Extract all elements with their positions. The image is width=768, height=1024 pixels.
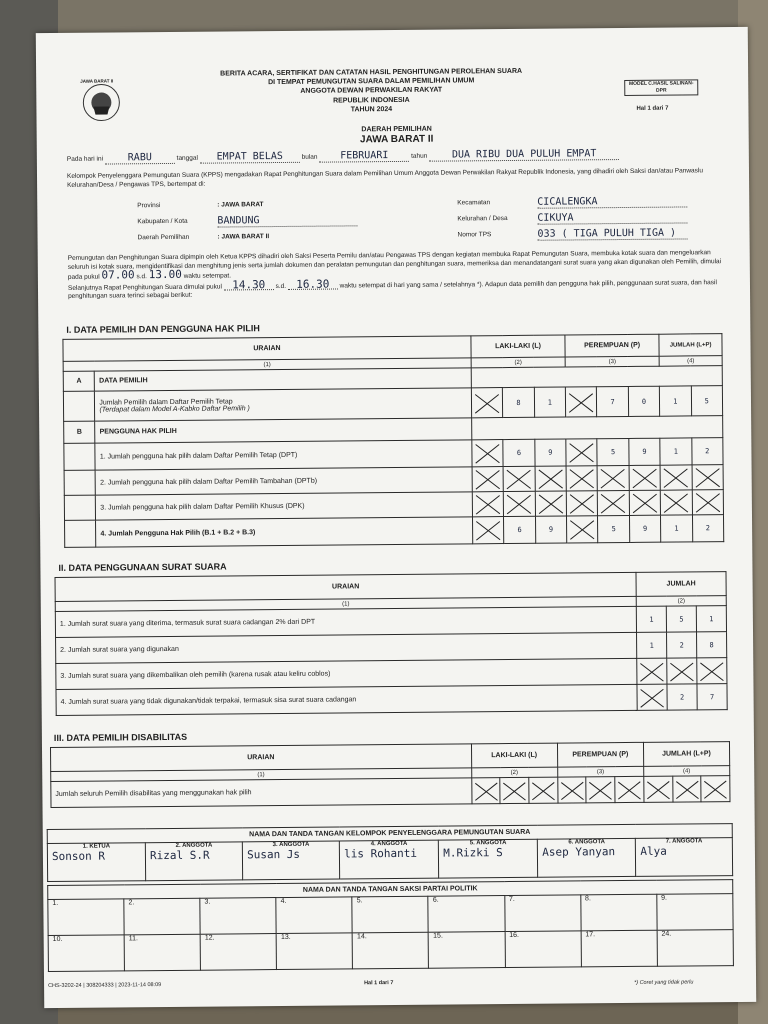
x-cell <box>660 465 692 490</box>
x-cell <box>637 684 667 710</box>
b4-digit: 5 <box>598 515 630 542</box>
x-cell <box>597 465 629 490</box>
start-time: 07.00 <box>101 268 135 282</box>
x-cell <box>472 492 504 517</box>
saksi-cell <box>429 932 505 969</box>
bulan-label: bulan <box>301 153 318 161</box>
x-cell <box>535 466 567 491</box>
s1-b3-label: 3. Jumlah pengguna hak pilih dalam Daftar Pemilih Khusus (DPK) <box>96 492 473 520</box>
b1-digit: 5 <box>597 438 629 465</box>
saksi-cell <box>352 932 428 969</box>
b1-digit: 1 <box>660 438 692 465</box>
s1-header-jumlah: JUMLAH (L+P) <box>659 334 722 357</box>
dpt-digit: 8 <box>503 387 535 417</box>
header-line3: ANGGOTA DEWAN PERWAKILAN RAKYAT <box>300 86 443 96</box>
saksi-cell <box>657 894 733 931</box>
r1-digit: 1 <box>696 606 726 632</box>
section2-title: II. DATA PENGGUNAAN SURAT SUARA <box>58 561 227 573</box>
b1-digit: 9 <box>535 439 567 466</box>
r2-digit: 2 <box>667 632 697 658</box>
s2-r2-label: 2. Jumlah surat suara yang digunakan <box>56 632 637 663</box>
kpps-cell <box>242 841 339 880</box>
s2-num-2: (2) <box>636 596 726 607</box>
saksi-cell <box>200 898 276 935</box>
saksi-title: NAMA DAN TANDA TANGAN SAKSI PARTAI POLITIK <box>48 880 733 900</box>
document-header <box>156 66 586 116</box>
x-cell <box>644 776 673 802</box>
x-cell <box>557 777 586 803</box>
kpps-table <box>47 823 733 882</box>
s1-b-title: PENGGUNA HAK PILIH <box>95 418 472 443</box>
s1-num-1: (1) <box>63 358 471 372</box>
paragraph-text2: Selanjutnya Rapat Penghitungan Suara dimulai pukul <box>67 283 222 292</box>
x-cell <box>701 776 730 802</box>
saksi-num: 13. <box>280 933 291 942</box>
x-cell <box>500 777 529 803</box>
x-cell <box>535 491 567 516</box>
kpps-cell <box>538 838 636 877</box>
kelurahan-label: Kelurahan / Desa <box>457 215 508 223</box>
x-cell <box>471 388 503 418</box>
x-cell <box>565 387 597 417</box>
saksi-num: 2. <box>128 899 135 907</box>
s1-b3-code <box>64 495 96 520</box>
model-badge: MODEL C.HASIL SALINAN-DPR <box>624 79 698 96</box>
section1-title: I. DATA PEMILIH DAN PENGGUNA HAK PILIH <box>66 323 260 335</box>
x-cell <box>660 490 692 515</box>
saksi-num: 9. <box>661 894 668 902</box>
footer-note: *) Coret yang tidak perlu <box>634 979 694 986</box>
saksi-num: 16. <box>509 931 520 940</box>
saksi-num: 14. <box>357 933 367 941</box>
paragraph-text: Pemungutan dan Penghitungan Suara dipimpin oleh Ketua KPPS dihadiri oleh Saksi Peserta Pemilu dan/atau Pengawas TPS dengan kegiatan membuka Rapat Pemungutan Suara, membuka kotak suara dan mengeluarkan seluruh isi kotak suara, mengidentifikasi dan menghitung jenis serta jumlah dokumen dan peralatan pemungutan dan penghitungan suara, memeriksa dan menandatangani surat suara yang akan digunakan oleh Pemilih, dimulai pada pukul <box>67 249 722 281</box>
s3-header-jumlah: JUMLAH (L+P) <box>643 742 729 767</box>
bulan-value: FEBRUARI <box>319 152 409 162</box>
section1-table <box>62 333 724 548</box>
kecamatan-value: CICALENGKA <box>537 197 687 208</box>
footer-page: Hal 1 dari 7 <box>364 980 394 987</box>
document-sheet <box>36 27 756 1008</box>
dpt-digit: 1 <box>660 386 692 416</box>
b4-digit: 9 <box>629 515 661 542</box>
saksi-cell <box>505 931 581 968</box>
s1-num-3: (3) <box>565 356 659 367</box>
kelurahan-value: CIKUYA <box>537 213 687 224</box>
x-cell <box>504 491 536 516</box>
saksi-num: 8. <box>585 895 591 903</box>
x-cell <box>615 776 644 802</box>
paragraph-text3: waktu setempat di hari yang sama / setelahnya *). Adapun data pemilih dan pengguna hak pilih, penggunaan surat suara, dan hasil penghitungan suara terinci sebagai berikut: <box>68 278 717 300</box>
s1-dpt-label: Jumlah Pemilih dalam Daftar Pemilih Tetap <box>99 397 233 407</box>
saksi-num: 10. <box>52 935 63 944</box>
rapat-start: 14.30 <box>224 281 274 291</box>
x-cell <box>471 778 500 804</box>
kpps-role: 1. KETUA <box>82 843 111 850</box>
saksi-num: 7. <box>508 895 515 904</box>
s2-num-1: (1) <box>55 596 636 611</box>
s1-b4-label: 4. Jumlah Pengguna Hak Pilih (B.1 + B.2 + B.3) <box>96 517 473 547</box>
kabupaten-value: BANDUNG <box>217 216 357 227</box>
s2-header-jumlah: JUMLAH <box>636 572 726 597</box>
b4-digit: 2 <box>692 515 724 542</box>
end-time: 13.00 <box>148 267 182 282</box>
x-cell <box>629 490 661 515</box>
saksi-cell <box>276 897 352 934</box>
x-cell <box>503 466 535 491</box>
x-cell <box>637 658 667 684</box>
dapil-value: : JAWA BARAT II <box>217 233 270 241</box>
saksi-cell <box>124 898 200 935</box>
x-cell <box>586 777 615 803</box>
b4-digit: 9 <box>535 516 567 543</box>
footer-code: CHS-3202-24 | 308204333 | 2023-11-14 08:09 <box>48 982 162 990</box>
tps-label: Nomor TPS <box>457 231 492 239</box>
x-cell <box>472 517 504 544</box>
kpps-role: 7. ANGGOTA <box>665 838 703 845</box>
s1-b1-label: 1. Jumlah pengguna hak pilih dalam Daftar Pemilih Tetap (DPT) <box>95 440 472 470</box>
x-cell <box>629 465 661 490</box>
kpps-cell <box>339 840 438 879</box>
x-cell <box>472 440 504 467</box>
kpps-name: lis Rohanti <box>344 846 418 861</box>
s1-dpt-sub: (Terdapat dalam Model A-Kabko Daftar Pemilih ) <box>99 404 250 414</box>
saksi-cell <box>428 896 504 933</box>
daerah-label: DAERAH PEMILIHAN <box>361 125 432 134</box>
kpu-logo <box>78 76 124 132</box>
kpps-name: Susan Js <box>246 847 301 862</box>
s1-dpt-code <box>63 391 95 421</box>
kpps-cell <box>636 838 733 877</box>
kpps-name: Asep Yanyan <box>542 845 616 859</box>
b1-digit: 2 <box>691 438 723 465</box>
kabupaten-label: Kabupaten / Kota <box>137 217 188 226</box>
header-line5: TAHUN 2024 <box>350 105 393 114</box>
provinsi-value: : JAWA BARAT <box>217 201 264 209</box>
saksi-num: 11. <box>128 935 139 943</box>
page-indicator-top: Hal 1 dari 7 <box>636 105 669 112</box>
kpps-role: 4. ANGGOTA <box>370 840 408 848</box>
s3-row-label: Jumlah seluruh Pemilih disabilitas yang menggunakan hak pilih <box>51 778 472 808</box>
saksi-num: 15. <box>433 932 443 940</box>
x-cell <box>566 491 598 516</box>
saksi-cell <box>200 934 276 971</box>
saksi-table <box>47 879 734 972</box>
tps-value: 033 ( TIGA PULUH TIGA ) <box>538 229 688 240</box>
kpps-role: 3. ANGGOTA <box>272 841 310 849</box>
b1-digit: 9 <box>629 438 661 465</box>
pada-hari-label: Pada hari ini <box>66 155 104 163</box>
kpps-name: M.Rizki S <box>443 846 503 860</box>
x-cell <box>529 777 558 803</box>
saksi-num: 12. <box>204 934 215 942</box>
s2-r4-label: 4. Jumlah surat suara yang tidak digunakan/tidak terpakai, termasuk sisa surat suara cadangan <box>56 684 637 715</box>
saksi-cell <box>352 896 428 933</box>
r1-digit: 5 <box>666 606 696 632</box>
r4-digit: 2 <box>667 684 697 710</box>
saksi-cell <box>276 933 352 970</box>
r4-digit: 7 <box>697 684 727 710</box>
x-cell <box>598 490 630 515</box>
x-cell <box>667 658 697 684</box>
x-cell <box>567 516 599 543</box>
header-line2: DI TEMPAT PEMUNGUTAN SUARA DALAM PEMILIHAN UMUM <box>268 77 475 87</box>
s3-num-1: (1) <box>51 768 472 782</box>
s1-header-laki: LAKI-LAKI (L) <box>471 335 565 358</box>
rapat-end: 16.30 <box>288 280 338 290</box>
s1-b-code: B <box>64 421 96 443</box>
s1-num-4: (4) <box>659 356 722 367</box>
s1-b2-code <box>64 470 96 495</box>
s1-a-empty <box>471 366 722 388</box>
sd-label: s.d. <box>136 273 147 281</box>
logo-text: JAWA BARAT II <box>80 78 114 84</box>
dpt-digit: 7 <box>597 386 629 416</box>
s2-r3-label: 3. Jumlah surat suara yang dikembalikan oleh pemilih (karena rusak atau keliru coblos) <box>56 658 637 689</box>
section3-title: III. DATA PEMILIH DISABILITAS <box>53 731 188 743</box>
section2-table <box>55 571 728 716</box>
paragraph-block <box>68 249 728 301</box>
s1-b4-code <box>65 520 97 547</box>
saksi-num: 5. <box>356 897 363 905</box>
s1-header-uraian: URAIAN <box>63 336 471 362</box>
r2-digit: 8 <box>697 632 727 658</box>
kpps-role: 5. ANGGOTA <box>469 840 507 847</box>
kpps-cell <box>47 843 145 882</box>
kecamatan-label: Kecamatan <box>457 199 491 207</box>
s1-header-perempuan: PEREMPUAN (P) <box>565 334 659 357</box>
saksi-num: 17. <box>585 931 596 939</box>
dapil-label: Daerah Pemilihan <box>137 233 190 242</box>
s1-b-empty <box>472 416 723 440</box>
s3-num-4: (4) <box>644 766 730 777</box>
b1-digit: 6 <box>503 439 535 466</box>
kpps-cell <box>439 839 538 878</box>
header-line1: BERITA ACARA, SERTIFIKAT DAN CATATAN HASIL PENGHITUNGAN PEROLEHAN SUARA <box>220 67 523 78</box>
saksi-cell <box>48 899 124 936</box>
kpps-cell <box>145 842 242 881</box>
s1-num-2: (2) <box>471 357 565 368</box>
x-cell <box>566 466 598 491</box>
tahun-label: tahun <box>411 152 428 160</box>
x-cell <box>566 439 598 466</box>
saksi-cell <box>581 930 657 967</box>
s1-b1-code <box>64 443 96 470</box>
s3-header-uraian: URAIAN <box>50 744 471 772</box>
saksi-num: 6. <box>432 896 439 904</box>
tanggal-value: EMPAT BELAS <box>200 153 300 163</box>
kpps-name: Rizal S.R <box>149 848 210 863</box>
saksi-cell <box>48 935 124 972</box>
s3-num-2: (2) <box>471 767 557 778</box>
dpt-digit: 1 <box>534 387 566 417</box>
s1-b2-label: 2. Jumlah pengguna hak pilih dalam Daftar Pemilih Tambahan (DPTb) <box>95 467 472 495</box>
s2-header-uraian: URAIAN <box>55 572 636 601</box>
x-cell <box>692 465 724 490</box>
s1-a-title: DATA PEMILIH <box>95 368 472 391</box>
x-cell <box>672 776 701 802</box>
b4-digit: 1 <box>661 515 693 542</box>
hari-value: RABU <box>105 154 175 164</box>
dpt-digit: 0 <box>628 386 660 416</box>
location-block <box>137 197 717 250</box>
sd-label-2: s.d. <box>275 282 287 290</box>
intro-text: Kelompok Penyelenggara Pemungutan Suara (KPPS) mengadakan Rapat Penghitungan Suara dalam Pemilihan Umum Anggota Dewan Perwakilan Rakyat Republik Indonesia, yang dihadiri oleh Saksi dan/atau Panwaslu Kelurahan/Desa / Pengawas TPS, bertempat di: <box>66 167 703 189</box>
saksi-num: 4. <box>280 897 287 906</box>
kpps-title: NAMA DAN TANDA TANGAN KELOMPOK PENYELENGGARA PEMUNGUTAN SUARA <box>47 824 732 844</box>
kpps-role: 6. ANGGOTA <box>568 839 606 846</box>
saksi-cell <box>124 934 200 971</box>
kpps-name: Sonson R <box>51 849 105 864</box>
s2-r1-label: 1. Jumlah surat suara yang diterima, termasuk surat suara cadangan 2% dari DPT <box>55 606 636 637</box>
provinsi-label: Provinsi <box>137 202 161 210</box>
daerah-pemilihan <box>297 124 497 146</box>
saksi-cell <box>657 930 733 967</box>
dpt-digit: 5 <box>691 386 723 416</box>
saksi-cell <box>581 894 657 931</box>
s3-header-laki: LAKI-LAKI (L) <box>471 743 557 768</box>
tanggal-label: tanggal <box>176 154 198 162</box>
saksi-num: 3. <box>204 898 211 906</box>
s1-dpt-label-cell <box>95 388 472 421</box>
x-cell <box>472 467 504 492</box>
waktu-label: waktu setempat. <box>183 272 232 280</box>
s3-header-perempuan: PEREMPUAN (P) <box>557 742 643 767</box>
s3-num-3: (3) <box>557 766 643 777</box>
r2-digit: 1 <box>637 632 667 658</box>
kpps-role: 2. ANGGOTA <box>175 842 213 849</box>
x-cell <box>697 658 727 684</box>
daerah-value: JAWA BARAT II <box>359 133 434 146</box>
intro-line <box>67 149 727 164</box>
r1-digit: 1 <box>636 606 666 632</box>
section3-table <box>50 741 731 808</box>
saksi-num: 1. <box>52 899 59 908</box>
saksi-cell <box>504 895 580 932</box>
kpps-name: Alya <box>640 844 667 858</box>
s1-a-code: A <box>63 371 95 391</box>
x-cell <box>692 490 724 515</box>
header-line4: REPUBLIK INDONESIA <box>333 96 410 105</box>
b4-digit: 6 <box>504 516 536 543</box>
tahun-value: DUA RIBU DUA PULUH EMPAT <box>429 150 619 161</box>
saksi-num: 24. <box>661 930 672 938</box>
